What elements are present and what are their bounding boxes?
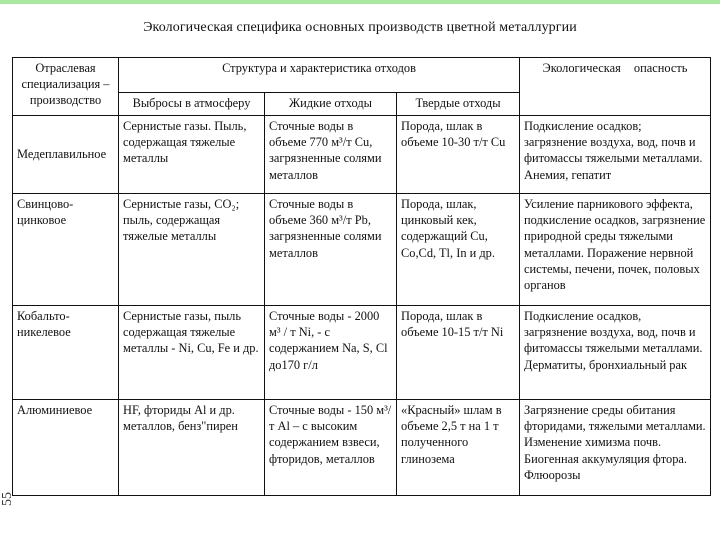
cell-emissions: Сернистые газы, пыль содержащая тяжелые металлы - Ni, Cu, Fe и др. [119,306,265,400]
cell-solid: «Красный» шлам в объеме 2,5 т на 1 т полученного глинозема [397,400,520,496]
header-row [13,58,711,93]
cell-branch: Свинцово-цинковое [13,194,119,306]
cell-solid: Порода, шлак, цинковый кек, содержащий Cu, Co,Cd, Tl, In и др. [397,194,520,306]
header-emissions: Выбросы в атмосферу [119,93,265,116]
cell-solid: Порода, шлак в объеме 10-15 т/т Ni [397,306,520,400]
table-row [13,306,711,400]
cell-branch: Алюминиевое [13,400,119,496]
header-liquid: Жидкие отходы [265,93,397,116]
cell-eco: Загрязнение среды обитания фторидами, тяжелыми металлами. Изменение химизма почв. Биогенная аккумуляция фтора. Флюорозы [520,400,711,496]
cell-solid: Порода, шлак в объеме 10-30 т/т Cu [397,116,520,194]
table-row [13,194,711,306]
table-row [13,400,711,496]
document-title: Экологическая специфика основных производств цветной металлургии [143,20,577,35]
header-solid: Твердые отходы [397,93,520,116]
cell-branch: Медеплавильное [13,116,119,194]
cell-emissions: HF, фториды Al и др. металлов, бенз"пирен [119,400,265,496]
table-row [13,116,711,194]
header-eco-danger: Экологическая опасность [520,58,711,116]
cell-liquid: Сточные воды в объеме 770 м³/т Cu, загрязненные солями металлов [265,116,397,194]
cell-liquid: Сточные воды в объеме 360 м³/т Pb, загрязненные солями металлов [265,194,397,306]
cell-branch: Кобальто-никелевое [13,306,119,400]
cell-eco: Подкисление осадков; загрязнение воздуха, вод, почв и фитомассы тяжелыми металлами. Анемия, гепатит [520,116,711,194]
page-margin-number: 55 [0,492,15,506]
header-structure: Структура и характеристика отходов [119,58,520,93]
cell-emissions: Сернистые газы, CO₂; пыль, содержащая тяжелые металлы [119,194,265,306]
cell-emissions: Сернистые газы. Пыль, содержащая тяжелые металлы [119,116,265,194]
cell-eco: Усиление парникового эффекта, подкисление осадков, загрязнение природной среды тяжелыми металлами. Поражение нервной системы, печени, почек, половых органов [520,194,711,306]
cell-liquid: Сточные воды - 2000 м³ / т Ni, - с содержанием Na, S, Cl до170 г/л [265,306,397,400]
header-branch: Отраслевая специализация – производство [13,58,119,116]
cell-eco: Подкисление осадков, загрязнение воздуха, вод, почв и фитомассы тяжелыми металлами. Дерматиты, бронхиальный рак [520,306,711,400]
cell-liquid: Сточные воды - 150 м³/т Al – с высоким содержанием взвеси, фторидов, металлов [265,400,397,496]
top-stripe [0,0,720,4]
ecology-table [12,57,711,496]
